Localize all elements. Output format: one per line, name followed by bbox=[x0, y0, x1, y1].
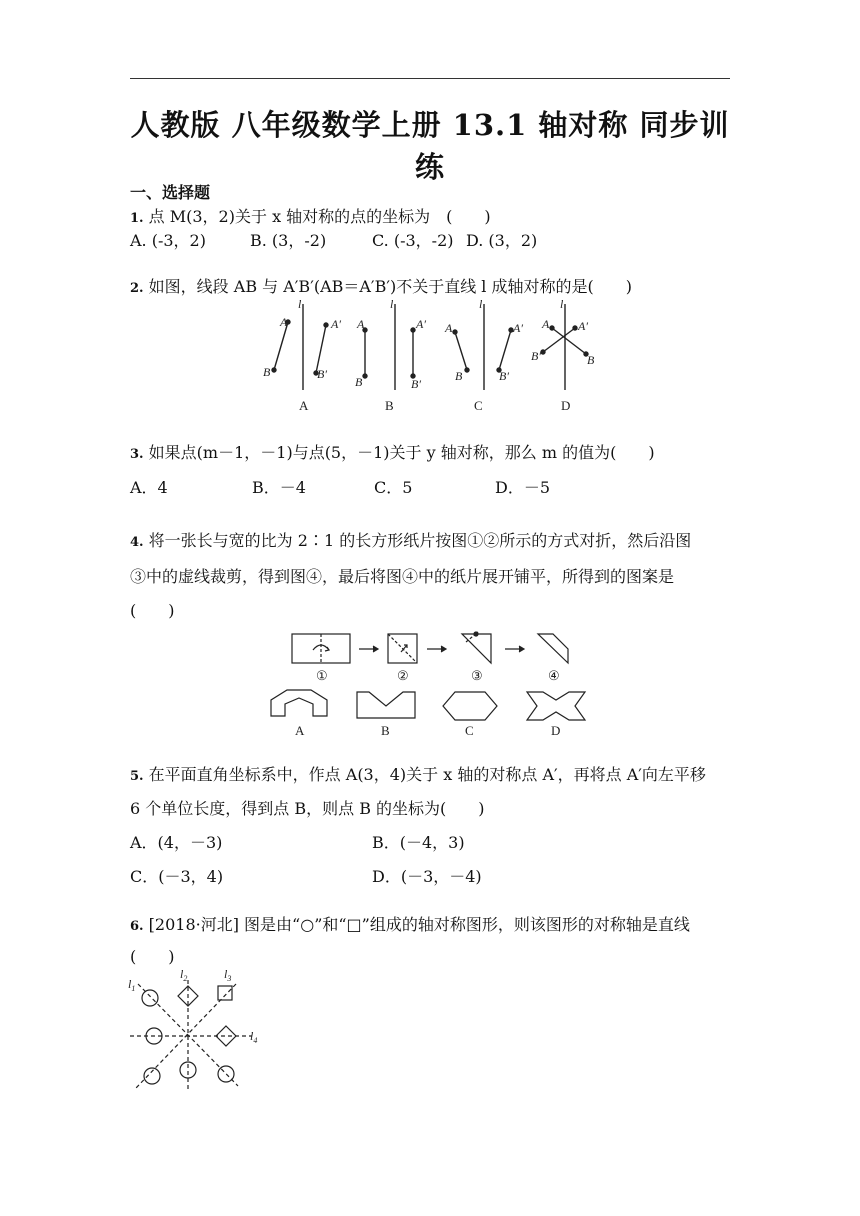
svg-text:A: A bbox=[357, 317, 365, 331]
question-4-line-2: ③中的虚线裁剪，得到图④，最后将图④中的纸片展开铺平，所得到的图案是 bbox=[130, 567, 675, 586]
svg-text:B′: B′ bbox=[499, 369, 509, 383]
question-text: 在平面直角坐标系中，作点 A(3，4)关于 x 轴的对称点 A′，再将点 A′向左平移 bbox=[148, 765, 706, 784]
svg-text:C: C bbox=[465, 723, 474, 738]
svg-text:B′: B′ bbox=[531, 349, 541, 363]
question-text: 如图，线段 AB 与 A′B′(AB＝A′B′)不关于直线 l 成轴对称的是( ) bbox=[148, 277, 632, 296]
question-3 bbox=[130, 440, 655, 463]
question-text: 如果点(m－1，－1)与点(5，－1)关于 y 轴对称，那么 m 的值为( ) bbox=[148, 443, 655, 462]
q5-option-a[interactable]: A．(4，－3) bbox=[130, 833, 223, 852]
q3-option-a[interactable]: A．4 bbox=[130, 478, 168, 497]
question-4-line-1 bbox=[130, 528, 691, 551]
svg-text:A′: A′ bbox=[416, 317, 426, 331]
svg-text:C: C bbox=[474, 398, 483, 413]
svg-text:A: A bbox=[445, 321, 453, 335]
svg-text:B: B bbox=[385, 398, 394, 413]
svg-text:l4: $l_4$ bbox=[250, 1029, 258, 1045]
svg-text:A: A bbox=[542, 317, 550, 331]
q1-option-d[interactable]: D. (3，2) bbox=[466, 231, 538, 250]
question-5-line-2: 6 个单位长度，得到点 B，则点 B 的坐标为( ) bbox=[130, 799, 485, 818]
question-number: 3. bbox=[130, 447, 144, 462]
svg-text:B: B bbox=[263, 365, 271, 379]
question-4-line-3: ( ) bbox=[130, 601, 175, 620]
q1-option-b[interactable]: B. (3，-2) bbox=[250, 231, 327, 250]
q5-option-d[interactable]: D．(－3，－4) bbox=[372, 867, 482, 886]
q1-option-c[interactable]: C. (-3，-2) bbox=[372, 231, 454, 250]
question-1 bbox=[130, 204, 491, 227]
question-5-line-1 bbox=[130, 762, 706, 785]
svg-text:④: ④ bbox=[548, 668, 560, 683]
q3-option-b[interactable]: B．－4 bbox=[252, 478, 306, 497]
svg-text:D: D bbox=[551, 723, 561, 738]
svg-text:A: A bbox=[280, 315, 288, 329]
q5-option-c[interactable]: C．(－3，4) bbox=[130, 867, 224, 886]
question-text: [2018·河北] 图是由“○”和“□”组成的轴对称图形，则该图形的对称轴是直线 bbox=[148, 915, 690, 934]
q2-figure bbox=[255, 298, 615, 418]
q1-option-a[interactable]: A. (-3，2) bbox=[130, 231, 206, 250]
question-text: 将一张长与宽的比为 2∶1 的长方形纸片按图①②所示的方式对折，然后沿图 bbox=[148, 531, 692, 550]
q3-option-c[interactable]: C．5 bbox=[374, 478, 413, 497]
svg-text:l3: $l_3$ bbox=[224, 967, 232, 983]
svg-text:②: ② bbox=[397, 668, 409, 683]
svg-text:B: B bbox=[381, 723, 390, 738]
svg-text:B′: B′ bbox=[411, 377, 421, 391]
svg-text:l: l bbox=[298, 298, 302, 311]
section-heading: 一、选择题 bbox=[130, 183, 211, 202]
svg-text:l1: $l_1$ bbox=[128, 977, 136, 993]
svg-text:①: ① bbox=[316, 668, 328, 683]
svg-text:A: A bbox=[295, 723, 305, 738]
question-number: 5. bbox=[130, 769, 144, 784]
question-6-line-1 bbox=[130, 912, 690, 935]
q4-figure bbox=[265, 628, 605, 740]
title-line-1: 人教版 八年级数学上册 13.1 轴对称 同步训 bbox=[130, 108, 730, 142]
svg-text:B′: B′ bbox=[317, 367, 327, 381]
svg-text:D: D bbox=[561, 398, 571, 413]
svg-text:B: B bbox=[355, 375, 363, 389]
svg-text:A′: A′ bbox=[578, 319, 588, 333]
svg-text:l2: $l_2$ bbox=[180, 967, 188, 983]
svg-text:B: B bbox=[587, 353, 595, 367]
svg-text:l: l bbox=[479, 298, 483, 311]
question-number: 6. bbox=[130, 919, 144, 934]
svg-text:l: l bbox=[390, 298, 394, 311]
question-text: 点 M(3，2)关于 x 轴对称的点的坐标为 ( ) bbox=[143, 207, 491, 226]
q6-figure bbox=[124, 966, 264, 1096]
svg-text:l: l bbox=[560, 298, 564, 311]
svg-text:③: ③ bbox=[471, 668, 483, 683]
question-2 bbox=[130, 274, 632, 297]
header-rule bbox=[130, 78, 730, 79]
title-line-2: 练 bbox=[414, 150, 445, 184]
svg-text:A: A bbox=[299, 398, 309, 413]
page-title bbox=[130, 104, 730, 188]
svg-text:A′: A′ bbox=[513, 321, 523, 335]
question-number: 2. bbox=[130, 281, 144, 296]
question-number: 4. bbox=[130, 535, 144, 550]
svg-text:A′: A′ bbox=[331, 317, 341, 331]
svg-text:B: B bbox=[455, 369, 463, 383]
question-6-line-2: ( ) bbox=[130, 947, 175, 966]
question-number: 1. bbox=[130, 211, 144, 226]
q3-option-d[interactable]: D．－5 bbox=[495, 478, 551, 497]
q5-option-b[interactable]: B．(－4，3) bbox=[372, 833, 465, 852]
